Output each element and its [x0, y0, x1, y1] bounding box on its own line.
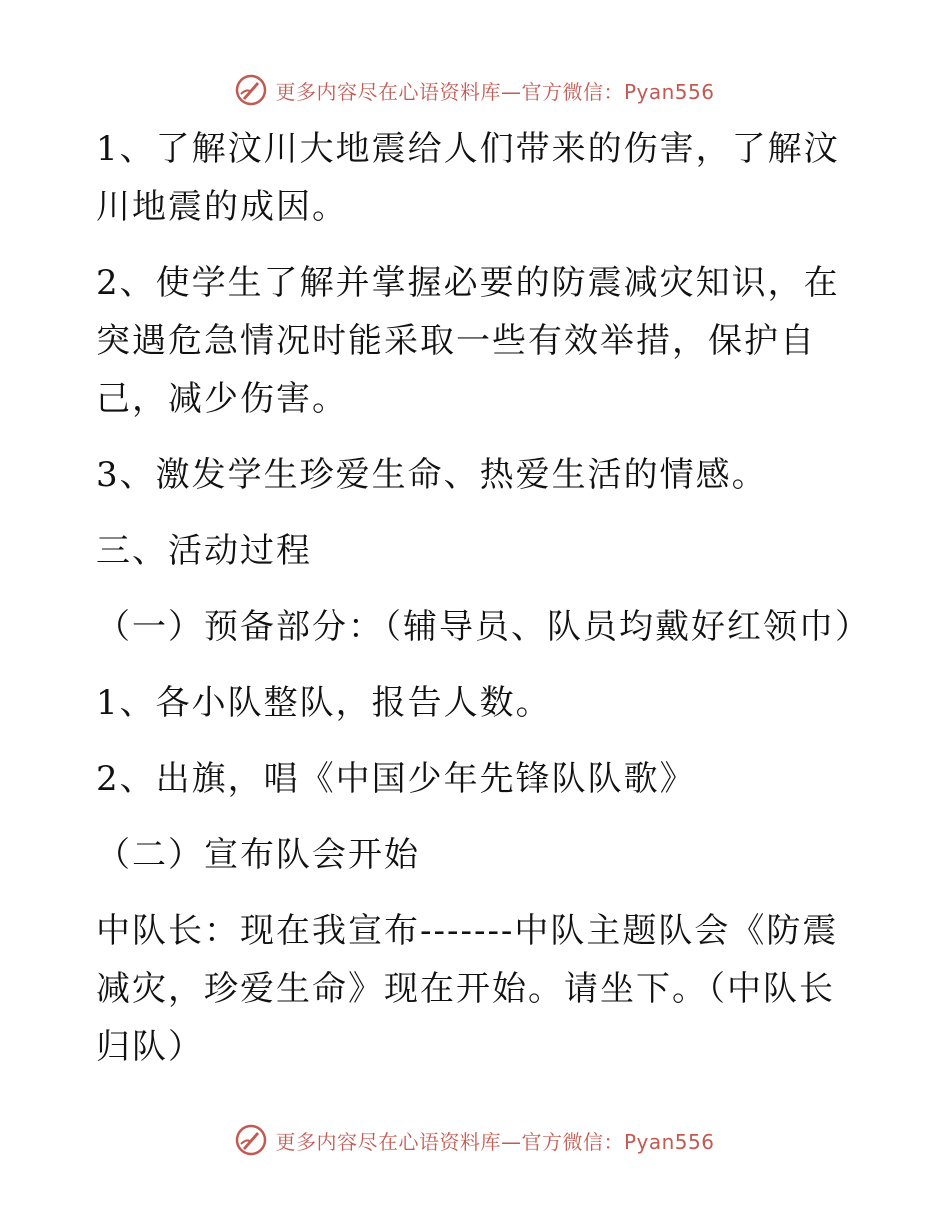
section-heading-activity-process: 三、活动过程 [96, 531, 312, 571]
document-body [96, 120, 871, 1094]
quill-logo-icon [235, 74, 267, 106]
step-2: 2、出旗，唱《中国少年先锋队队歌》 [96, 759, 696, 799]
captain-announcement: 中队长：现在我宣布-------中队主题队会《防震减灾，珍爱生命》现在开始。请坐下。（中队长归队） [96, 911, 839, 1067]
watermark-text: 更多内容尽在心语资料库—官方微信：Pyan556 [275, 79, 715, 104]
step-1: 1、各小队整队，报告人数。 [96, 683, 552, 723]
objective-3: 3、激发学生珍爱生命、热爱生活的情感。 [96, 455, 768, 495]
objective-2: 2、使学生了解并掌握必要的防震减灾知识，在突遇危急情况时能采取一些有效举措，保护自己，减少伤害。 [96, 263, 840, 419]
quill-logo-icon [235, 1124, 267, 1156]
subsection-announce-start: （二）宣布队会开始 [96, 835, 420, 875]
header-watermark [0, 74, 950, 106]
subsection-preparation: （一）预备部分：（辅导员、队员均戴好红领巾） [96, 607, 871, 647]
footer-watermark [0, 1124, 950, 1156]
watermark-text: 更多内容尽在心语资料库—官方微信：Pyan556 [275, 1129, 715, 1154]
objective-1: 1、了解汶川大地震给人们带来的伤害，了解汶川地震的成因。 [96, 129, 840, 227]
